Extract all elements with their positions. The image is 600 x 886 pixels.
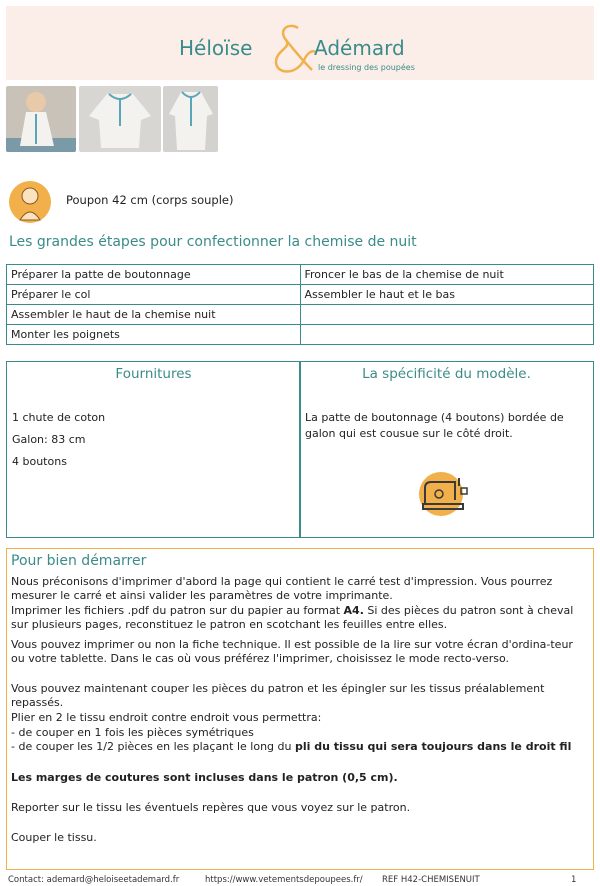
table-row [7, 265, 594, 285]
header-banner [6, 6, 594, 80]
instruction-paragraph: Vous pouvez maintenant couper les pièces du patron et les épingler sur les tissus préalablement repassés. [11, 682, 545, 709]
supplies-section [6, 361, 594, 541]
paper-format: A4. [343, 604, 364, 617]
specificity-box [299, 361, 594, 538]
nightgown-photo-detail [163, 86, 218, 152]
doll-avatar-icon [8, 180, 52, 224]
nightgown-photo-front [79, 86, 161, 152]
instruction-paragraph: Couper le tissu. [11, 831, 97, 844]
instruction-text: - de couper les 1/2 pièces en les plaçant le long du [11, 740, 295, 753]
steps-table [6, 264, 594, 345]
step-cell: Assembler le haut de la chemise nuit [7, 305, 301, 325]
doll-photo-1 [6, 86, 76, 152]
footer-contact: Contact: ademard@heloiseetademard.fr [8, 875, 180, 885]
supply-item: 1 chute de coton [12, 411, 106, 424]
step-cell: Froncer le bas de la chemise de nuit [300, 265, 594, 285]
sewing-machine-icon [415, 470, 471, 518]
step-cell: Préparer le col [7, 285, 301, 305]
specificity-title: La spécificité du modèle. [362, 366, 531, 382]
table-row [7, 285, 594, 305]
instruction-text: Si des pièces du patron sont à cheval sur plusieurs pages, reconstituez le patron en scotchant les feuilles entre elles. [11, 604, 574, 631]
getting-started-title: Pour bien démarrer [11, 553, 147, 569]
step-cell [300, 325, 594, 345]
doll-size-label: Poupon 42 cm (corps souple) [66, 193, 234, 207]
seam-allowance-note: Les marges de coutures sont incluses dans le patron (0,5 cm). [11, 771, 398, 784]
brand-tagline: le dressing des poupées [318, 63, 415, 72]
ampersand-logo-icon [268, 20, 318, 80]
brand-name-right: Adémard [314, 36, 405, 60]
table-row [7, 305, 594, 325]
footer-url[interactable]: https://www.vetementsdepoupees.fr/ [205, 875, 363, 885]
instruction-paragraph [11, 740, 587, 754]
instruction-paragraph: Nous préconisons d'imprimer d'abord la page qui contient le carré test d'impression. Vous pourrez mesurer le carré et ainsi valider les paramètres de votre imprimante. [11, 575, 553, 602]
supply-item: Galon: 83 cm [12, 433, 86, 446]
instruction-paragraph: Vous pouvez imprimer ou non la fiche technique. Il est possible de la lire sur votre écran d'ordina-teur ou votre tablette. Dans le cas où vous préférez l'imprimer, choisissez le mode recto-verso. [11, 638, 573, 665]
instruction-paragraph: Reporter sur le tissu les éventuels repères que vous voyez sur le patron. [11, 801, 411, 814]
grain-note: pli du tissu qui sera toujours dans le droit fil [294, 740, 572, 753]
instruction-text: Imprimer les fichiers .pdf du patron sur du papier au format [11, 604, 344, 617]
instruction-paragraph: Plier en 2 le tissu endroit contre endroit vous permettra: [11, 711, 322, 724]
supplies-title: Fournitures [115, 366, 192, 382]
table-row [7, 325, 594, 345]
getting-started-box [6, 548, 594, 870]
page-number: 1 [571, 875, 577, 885]
brand-name-left: Héloïse [179, 36, 253, 60]
instruction-paragraph: - de couper en 1 fois les pièces symétriques [11, 726, 254, 739]
supply-item: 4 boutons [12, 455, 67, 468]
step-cell: Assembler le haut et le bas [300, 285, 594, 305]
steps-title: Les grandes étapes pour confectionner la chemise de nuit [9, 234, 417, 250]
step-cell [300, 305, 594, 325]
footer-ref: REF H42-CHEMISENUIT [382, 875, 480, 885]
supplies-box [6, 361, 301, 538]
step-cell: Monter les poignets [7, 325, 301, 345]
step-cell: Préparer la patte de boutonnage [7, 265, 301, 285]
specificity-text: La patte de boutonnage (4 boutons) bordée de galon qui est cousue sur le côté droit. [305, 411, 564, 440]
instruction-paragraph [11, 604, 587, 632]
